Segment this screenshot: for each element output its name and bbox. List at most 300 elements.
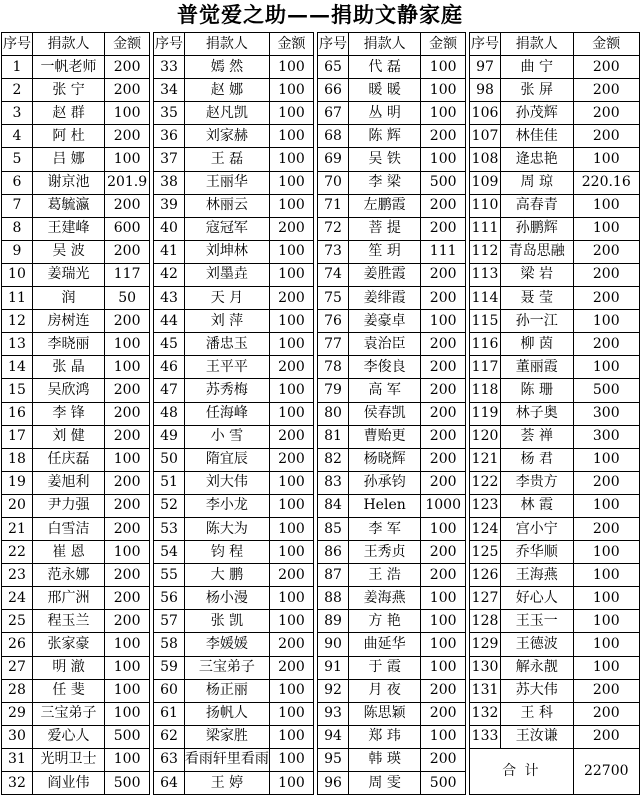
donation-amount: 100 bbox=[421, 656, 466, 679]
donor-name: 谢京池 bbox=[32, 171, 104, 194]
donor-name: 任 斐 bbox=[32, 679, 104, 702]
donation-amount: 200 bbox=[573, 56, 639, 79]
donation-amount: 200 bbox=[573, 702, 639, 725]
donation-amount: 200 bbox=[105, 194, 150, 217]
donation-amount: 200 bbox=[421, 194, 466, 217]
donation-amount: 200 bbox=[269, 656, 313, 679]
donation-amount: 100 bbox=[269, 494, 313, 517]
table-row bbox=[154, 171, 314, 194]
donation-table-grid bbox=[1, 32, 640, 795]
donor-name: 阎业伟 bbox=[32, 772, 104, 795]
row-number: 54 bbox=[154, 541, 185, 564]
row-number: 28 bbox=[2, 679, 33, 702]
row-number: 123 bbox=[470, 494, 501, 517]
table-row bbox=[154, 240, 314, 263]
donor-name: 张 凯 bbox=[184, 610, 269, 633]
page-title: 普觉爱之助——捐助文静家庭 bbox=[177, 2, 463, 27]
donor-name: 姜瑞光 bbox=[32, 263, 104, 286]
row-number: 39 bbox=[154, 194, 185, 217]
donor-name: 姜海燕 bbox=[348, 587, 420, 610]
row-number: 65 bbox=[318, 56, 349, 79]
donor-name: 尹力强 bbox=[32, 494, 104, 517]
row-number: 113 bbox=[470, 263, 501, 286]
donor-name: 苏秀梅 bbox=[184, 379, 269, 402]
donation-amount: 200 bbox=[421, 748, 466, 771]
donation-amount: 100 bbox=[269, 310, 313, 333]
donor-name: 代 磊 bbox=[348, 56, 420, 79]
table-row bbox=[318, 356, 466, 379]
row-number: 106 bbox=[470, 102, 501, 125]
donor-name: 赵 群 bbox=[32, 102, 104, 125]
row-number: 14 bbox=[2, 356, 33, 379]
donor-name: 王 婷 bbox=[184, 772, 269, 795]
donation-amount: 200 bbox=[573, 79, 639, 102]
table-row bbox=[154, 287, 314, 310]
table-row bbox=[470, 148, 640, 171]
donation-amount: 200 bbox=[105, 425, 150, 448]
table-row bbox=[318, 610, 466, 633]
donor-name: 林佳佳 bbox=[501, 125, 574, 148]
table-row bbox=[154, 356, 314, 379]
donor-name: 宫小宁 bbox=[501, 517, 574, 540]
row-number: 80 bbox=[318, 402, 349, 425]
row-number: 108 bbox=[470, 148, 501, 171]
row-number: 45 bbox=[154, 333, 185, 356]
row-number: 64 bbox=[154, 772, 185, 795]
donor-name: 陈 辉 bbox=[348, 125, 420, 148]
row-number: 40 bbox=[154, 217, 185, 240]
donation-amount: 200 bbox=[105, 402, 150, 425]
header-no: 序号 bbox=[154, 33, 185, 56]
row-number: 119 bbox=[470, 402, 501, 425]
donation-amount: 100 bbox=[421, 102, 466, 125]
donation-amount: 100 bbox=[269, 610, 313, 633]
donor-name: 吴 波 bbox=[32, 240, 104, 263]
donor-name: 李媛媛 bbox=[184, 633, 269, 656]
row-number: 47 bbox=[154, 379, 185, 402]
table-row bbox=[470, 379, 640, 402]
donor-name: 钧 程 bbox=[184, 541, 269, 564]
table-row bbox=[2, 287, 150, 310]
donation-amount: 100 bbox=[269, 379, 313, 402]
donation-amount: 300 bbox=[573, 402, 639, 425]
donor-name: 爱心人 bbox=[32, 725, 104, 748]
donor-name: 房树连 bbox=[32, 310, 104, 333]
donor-name: 光明卫士 bbox=[32, 748, 104, 771]
donation-amount: 300 bbox=[573, 425, 639, 448]
donation-amount: 100 bbox=[269, 587, 313, 610]
table-row bbox=[154, 587, 314, 610]
table-row bbox=[470, 656, 640, 679]
table-row bbox=[2, 148, 150, 171]
donation-amount: 100 bbox=[105, 448, 150, 471]
donation-amount: 100 bbox=[573, 310, 639, 333]
table-row bbox=[470, 310, 640, 333]
header-donor: 捐款人 bbox=[501, 33, 574, 56]
donation-amount: 200 bbox=[105, 494, 150, 517]
donor-name: 陈思颖 bbox=[348, 702, 420, 725]
donation-amount: 200 bbox=[573, 102, 639, 125]
donation-amount: 200 bbox=[105, 56, 150, 79]
row-number: 96 bbox=[318, 772, 349, 795]
donation-amount: 100 bbox=[105, 148, 150, 171]
table-row bbox=[470, 679, 640, 702]
row-number: 21 bbox=[2, 517, 33, 540]
table-row bbox=[2, 402, 150, 425]
row-number: 38 bbox=[154, 171, 185, 194]
donation-amount: 50 bbox=[105, 287, 150, 310]
donation-amount: 100 bbox=[573, 610, 639, 633]
table-row bbox=[318, 656, 466, 679]
table-row bbox=[154, 217, 314, 240]
donation-amount: 100 bbox=[269, 194, 313, 217]
donation-amount: 100 bbox=[573, 194, 639, 217]
donation-amount: 100 bbox=[269, 541, 313, 564]
row-number: 84 bbox=[318, 494, 349, 517]
table-row bbox=[470, 448, 640, 471]
row-number: 32 bbox=[2, 772, 33, 795]
donation-amount: 200 bbox=[105, 310, 150, 333]
donation-amount: 200 bbox=[421, 702, 466, 725]
row-number: 121 bbox=[470, 448, 501, 471]
donor-name: 范永娜 bbox=[32, 564, 104, 587]
donor-name: 崔 恩 bbox=[32, 541, 104, 564]
row-number: 10 bbox=[2, 263, 33, 286]
donor-name: 吕 娜 bbox=[32, 148, 104, 171]
row-number: 29 bbox=[2, 702, 33, 725]
table-row bbox=[318, 471, 466, 494]
row-number: 90 bbox=[318, 633, 349, 656]
donation-amount: 200 bbox=[421, 333, 466, 356]
table-row bbox=[470, 79, 640, 102]
row-number: 4 bbox=[2, 125, 33, 148]
table-row bbox=[318, 702, 466, 725]
row-number: 62 bbox=[154, 725, 185, 748]
donation-amount: 100 bbox=[105, 102, 150, 125]
donation-amount: 200 bbox=[573, 240, 639, 263]
row-number: 25 bbox=[2, 610, 33, 633]
donor-name: 三宝弟子 bbox=[32, 702, 104, 725]
donor-name: 王丽华 bbox=[184, 171, 269, 194]
donation-amount: 200 bbox=[421, 402, 466, 425]
header-donor: 捐款人 bbox=[184, 33, 269, 56]
row-number: 22 bbox=[2, 541, 33, 564]
donation-amount: 100 bbox=[105, 333, 150, 356]
row-number: 124 bbox=[470, 517, 501, 540]
donation-amount: 200 bbox=[421, 287, 466, 310]
row-number: 6 bbox=[2, 171, 33, 194]
row-number: 75 bbox=[318, 287, 349, 310]
header-row bbox=[470, 33, 640, 56]
table-row bbox=[154, 125, 314, 148]
row-number: 92 bbox=[318, 679, 349, 702]
donor-name: 张 屏 bbox=[501, 79, 574, 102]
donor-name: 李俊良 bbox=[348, 356, 420, 379]
row-number: 128 bbox=[470, 610, 501, 633]
row-number: 43 bbox=[154, 287, 185, 310]
donor-name: 袁治臣 bbox=[348, 333, 420, 356]
donor-name: 聂 莹 bbox=[501, 287, 574, 310]
donation-amount: 100 bbox=[269, 772, 313, 795]
donor-name: 逄忠艳 bbox=[501, 148, 574, 171]
table-row bbox=[2, 541, 150, 564]
donor-name: 张 宁 bbox=[32, 79, 104, 102]
donor-name: 三宝弟子 bbox=[184, 656, 269, 679]
row-number: 26 bbox=[2, 633, 33, 656]
table-row bbox=[470, 240, 640, 263]
table-row bbox=[318, 379, 466, 402]
table-row bbox=[154, 79, 314, 102]
donation-amount: 100 bbox=[421, 725, 466, 748]
donation-amount: 201.9 bbox=[105, 171, 150, 194]
donor-name: 林 霞 bbox=[501, 494, 574, 517]
row-number: 109 bbox=[470, 171, 501, 194]
donor-name: 王德波 bbox=[501, 633, 574, 656]
donor-name: 张 晶 bbox=[32, 356, 104, 379]
table-row bbox=[154, 379, 314, 402]
row-number: 57 bbox=[154, 610, 185, 633]
row-number: 114 bbox=[470, 287, 501, 310]
donor-name: 苏大伟 bbox=[501, 679, 574, 702]
row-number: 9 bbox=[2, 240, 33, 263]
donation-amount: 200 bbox=[421, 564, 466, 587]
row-number: 95 bbox=[318, 748, 349, 771]
donor-name: 郑 玮 bbox=[348, 725, 420, 748]
donor-name: 王汝谦 bbox=[501, 725, 574, 748]
header-donor: 捐款人 bbox=[32, 33, 104, 56]
donation-amount: 200 bbox=[421, 541, 466, 564]
donation-amount: 500 bbox=[421, 772, 466, 795]
table-row bbox=[318, 287, 466, 310]
row-number: 18 bbox=[2, 448, 33, 471]
table-row bbox=[154, 564, 314, 587]
table-row bbox=[318, 263, 466, 286]
donor-name: 阿 杜 bbox=[32, 125, 104, 148]
donor-name: 潘忠玉 bbox=[184, 333, 269, 356]
donor-name: 王 磊 bbox=[184, 148, 269, 171]
donor-name: 孙茂辉 bbox=[501, 102, 574, 125]
donor-name: 王建峰 bbox=[32, 217, 104, 240]
table-row bbox=[318, 517, 466, 540]
row-number: 120 bbox=[470, 425, 501, 448]
row-number: 117 bbox=[470, 356, 501, 379]
donor-name: Helen bbox=[348, 494, 420, 517]
table-row bbox=[2, 725, 150, 748]
row-number: 49 bbox=[154, 425, 185, 448]
donor-name: 青岛思融 bbox=[501, 240, 574, 263]
table-row bbox=[470, 725, 640, 748]
donation-amount: 200 bbox=[573, 679, 639, 702]
donation-amount: 500 bbox=[421, 171, 466, 194]
donation-amount: 200 bbox=[105, 240, 150, 263]
donation-amount: 200 bbox=[269, 287, 313, 310]
donor-name: 丛 明 bbox=[348, 102, 420, 125]
table-row bbox=[2, 564, 150, 587]
table-row bbox=[470, 471, 640, 494]
donation-block-4 bbox=[469, 32, 640, 795]
row-number: 60 bbox=[154, 679, 185, 702]
donation-amount: 200 bbox=[421, 379, 466, 402]
table-row bbox=[318, 240, 466, 263]
row-number: 13 bbox=[2, 333, 33, 356]
donation-amount: 100 bbox=[269, 125, 313, 148]
row-number: 42 bbox=[154, 263, 185, 286]
table-row bbox=[154, 748, 314, 771]
table-row bbox=[2, 471, 150, 494]
table-row bbox=[154, 702, 314, 725]
donation-amount: 100 bbox=[269, 79, 313, 102]
donor-name: 小 雪 bbox=[184, 425, 269, 448]
donor-name: 曲 宁 bbox=[501, 56, 574, 79]
table-row bbox=[154, 263, 314, 286]
donor-name: 王秀贞 bbox=[348, 541, 420, 564]
donation-amount: 200 bbox=[573, 333, 639, 356]
row-number: 24 bbox=[2, 587, 33, 610]
donation-amount: 100 bbox=[573, 148, 639, 171]
donor-name: 李 梁 bbox=[348, 171, 420, 194]
header-no: 序号 bbox=[318, 33, 349, 56]
row-number: 56 bbox=[154, 587, 185, 610]
table-row bbox=[318, 402, 466, 425]
row-number: 78 bbox=[318, 356, 349, 379]
donor-name: 孙承钧 bbox=[348, 471, 420, 494]
donor-name: 曲延华 bbox=[348, 633, 420, 656]
table-row bbox=[318, 494, 466, 517]
donation-amount: 100 bbox=[105, 633, 150, 656]
donation-amount: 200 bbox=[421, 263, 466, 286]
total-label: 合 计 bbox=[470, 748, 573, 794]
donation-amount: 100 bbox=[105, 748, 150, 771]
table-row bbox=[318, 564, 466, 587]
donation-amount: 100 bbox=[269, 56, 313, 79]
donor-name: 左鹏霞 bbox=[348, 194, 420, 217]
donation-amount: 100 bbox=[269, 471, 313, 494]
donor-name: 程玉兰 bbox=[32, 610, 104, 633]
row-number: 41 bbox=[154, 240, 185, 263]
donor-name: 赵 娜 bbox=[184, 79, 269, 102]
row-number: 126 bbox=[470, 564, 501, 587]
row-number: 71 bbox=[318, 194, 349, 217]
donor-name: 大 鹏 bbox=[184, 564, 269, 587]
donation-amount: 111 bbox=[421, 240, 466, 263]
donation-amount: 100 bbox=[269, 702, 313, 725]
donor-name: 刘大伟 bbox=[184, 471, 269, 494]
table-row bbox=[154, 471, 314, 494]
table-row bbox=[154, 425, 314, 448]
row-number: 68 bbox=[318, 125, 349, 148]
row-number: 111 bbox=[470, 217, 501, 240]
donor-name: 刘 萍 bbox=[184, 310, 269, 333]
table-row bbox=[318, 633, 466, 656]
row-number: 19 bbox=[2, 471, 33, 494]
row-number: 76 bbox=[318, 310, 349, 333]
table-row bbox=[154, 402, 314, 425]
donation-amount: 600 bbox=[105, 217, 150, 240]
row-number: 129 bbox=[470, 633, 501, 656]
donor-name: 高春青 bbox=[501, 194, 574, 217]
table-row bbox=[154, 448, 314, 471]
donation-amount: 100 bbox=[105, 541, 150, 564]
row-number: 31 bbox=[2, 748, 33, 771]
donor-name: 梁家胜 bbox=[184, 725, 269, 748]
donor-name: 姜旭利 bbox=[32, 471, 104, 494]
donation-amount: 200 bbox=[105, 587, 150, 610]
row-number: 116 bbox=[470, 333, 501, 356]
donation-amount: 100 bbox=[269, 679, 313, 702]
row-number: 125 bbox=[470, 541, 501, 564]
donation-amount: 200 bbox=[573, 287, 639, 310]
donor-name: 天 月 bbox=[184, 287, 269, 310]
header-amount: 金额 bbox=[421, 33, 466, 56]
donor-name: 暖 暖 bbox=[348, 79, 420, 102]
table-row bbox=[470, 610, 640, 633]
row-number: 70 bbox=[318, 171, 349, 194]
donor-name: 一帆老师 bbox=[32, 56, 104, 79]
table-row bbox=[2, 494, 150, 517]
table-row bbox=[318, 102, 466, 125]
row-number: 74 bbox=[318, 263, 349, 286]
table-row bbox=[318, 79, 466, 102]
row-number: 67 bbox=[318, 102, 349, 125]
donor-name: 林子奥 bbox=[501, 402, 574, 425]
donor-name: 隋宜辰 bbox=[184, 448, 269, 471]
header-donor: 捐款人 bbox=[348, 33, 420, 56]
table-row bbox=[154, 541, 314, 564]
row-number: 30 bbox=[2, 725, 33, 748]
donation-amount: 100 bbox=[269, 102, 313, 125]
donor-name: 张家豪 bbox=[32, 633, 104, 656]
table-row bbox=[2, 356, 150, 379]
donation-amount: 200 bbox=[573, 471, 639, 494]
table-row bbox=[318, 217, 466, 240]
table-row bbox=[154, 633, 314, 656]
donor-name: 陈大为 bbox=[184, 517, 269, 540]
donation-amount: 220.16 bbox=[573, 171, 639, 194]
row-number: 7 bbox=[2, 194, 33, 217]
table-row bbox=[470, 287, 640, 310]
row-number: 86 bbox=[318, 541, 349, 564]
table-row bbox=[318, 748, 466, 771]
table-row bbox=[470, 102, 640, 125]
donation-amount: 117 bbox=[105, 263, 150, 286]
donation-amount: 200 bbox=[421, 425, 466, 448]
donation-amount: 200 bbox=[421, 356, 466, 379]
donation-amount: 200 bbox=[269, 633, 313, 656]
donation-amount: 100 bbox=[269, 402, 313, 425]
donation-amount: 100 bbox=[421, 517, 466, 540]
total-value: 22700 bbox=[573, 748, 639, 794]
table-row bbox=[318, 587, 466, 610]
table-row bbox=[470, 425, 640, 448]
table-row bbox=[154, 610, 314, 633]
row-number: 132 bbox=[470, 702, 501, 725]
donor-name: 润 bbox=[32, 287, 104, 310]
table-row bbox=[470, 217, 640, 240]
donation-amount: 200 bbox=[421, 471, 466, 494]
donor-name: 曹贻更 bbox=[348, 425, 420, 448]
row-number: 82 bbox=[318, 448, 349, 471]
row-number: 77 bbox=[318, 333, 349, 356]
row-number: 59 bbox=[154, 656, 185, 679]
row-number: 53 bbox=[154, 517, 185, 540]
row-number: 5 bbox=[2, 148, 33, 171]
donor-name: 任庆磊 bbox=[32, 448, 104, 471]
table-row bbox=[2, 333, 150, 356]
donor-name: 杨正丽 bbox=[184, 679, 269, 702]
table-row bbox=[154, 656, 314, 679]
donation-amount: 100 bbox=[421, 79, 466, 102]
donation-amount: 200 bbox=[105, 79, 150, 102]
